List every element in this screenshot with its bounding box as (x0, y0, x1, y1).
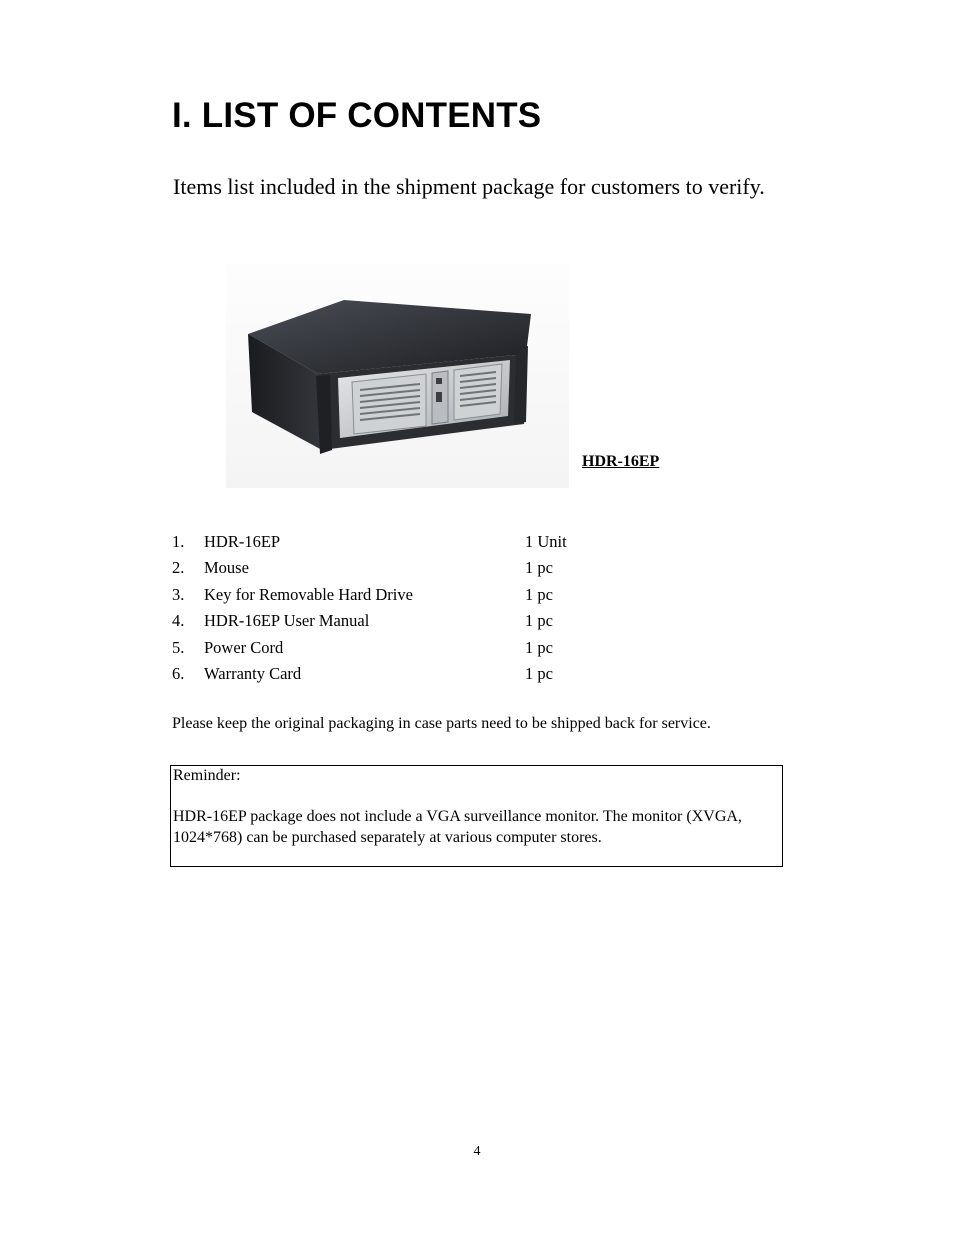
item-name: Mouse (204, 558, 249, 578)
reminder-title: Reminder: (173, 767, 241, 784)
item-quantity: 1 pc (525, 637, 553, 657)
item-number: 1. (172, 532, 185, 551)
reminder-box (170, 765, 783, 867)
item-number: 6. (172, 663, 185, 683)
item-quantity: 1 pc (525, 663, 553, 683)
item-number: 5. (172, 637, 185, 657)
product-caption: HDR-16EP (582, 453, 660, 470)
item-name: Power Cord (204, 637, 284, 657)
packaging-note: Please keep the original packaging in case parts need to be shipped back for service. (172, 715, 711, 732)
section-heading: I. LIST OF CONTENTS (172, 96, 542, 135)
item-name: Key for Removable Hard Drive (204, 584, 413, 604)
reminder-text: HDR-16EP package does not include a VGA surveillance monitor. The monitor (XVGA, 1024*768) can be purchased separately at various computer stores. (173, 808, 742, 846)
item-number: 2. (172, 558, 185, 578)
dvr-unit-illustration (226, 264, 569, 488)
intro-paragraph: Items list included in the shipment package for customers to verify. (173, 174, 765, 199)
item-name: Warranty Card (204, 663, 302, 683)
item-name: HDR-16EP (204, 532, 281, 551)
item-quantity: 1 pc (525, 611, 553, 631)
item-quantity: 1 pc (525, 558, 553, 578)
item-quantity: 1 Unit (525, 532, 567, 551)
item-quantity: 1 pc (525, 584, 553, 604)
item-name: HDR-16EP User Manual (204, 611, 370, 631)
product-image (226, 264, 569, 488)
item-number: 3. (172, 584, 185, 604)
page-number: 4 (473, 1144, 481, 1159)
item-number: 4. (172, 611, 185, 631)
